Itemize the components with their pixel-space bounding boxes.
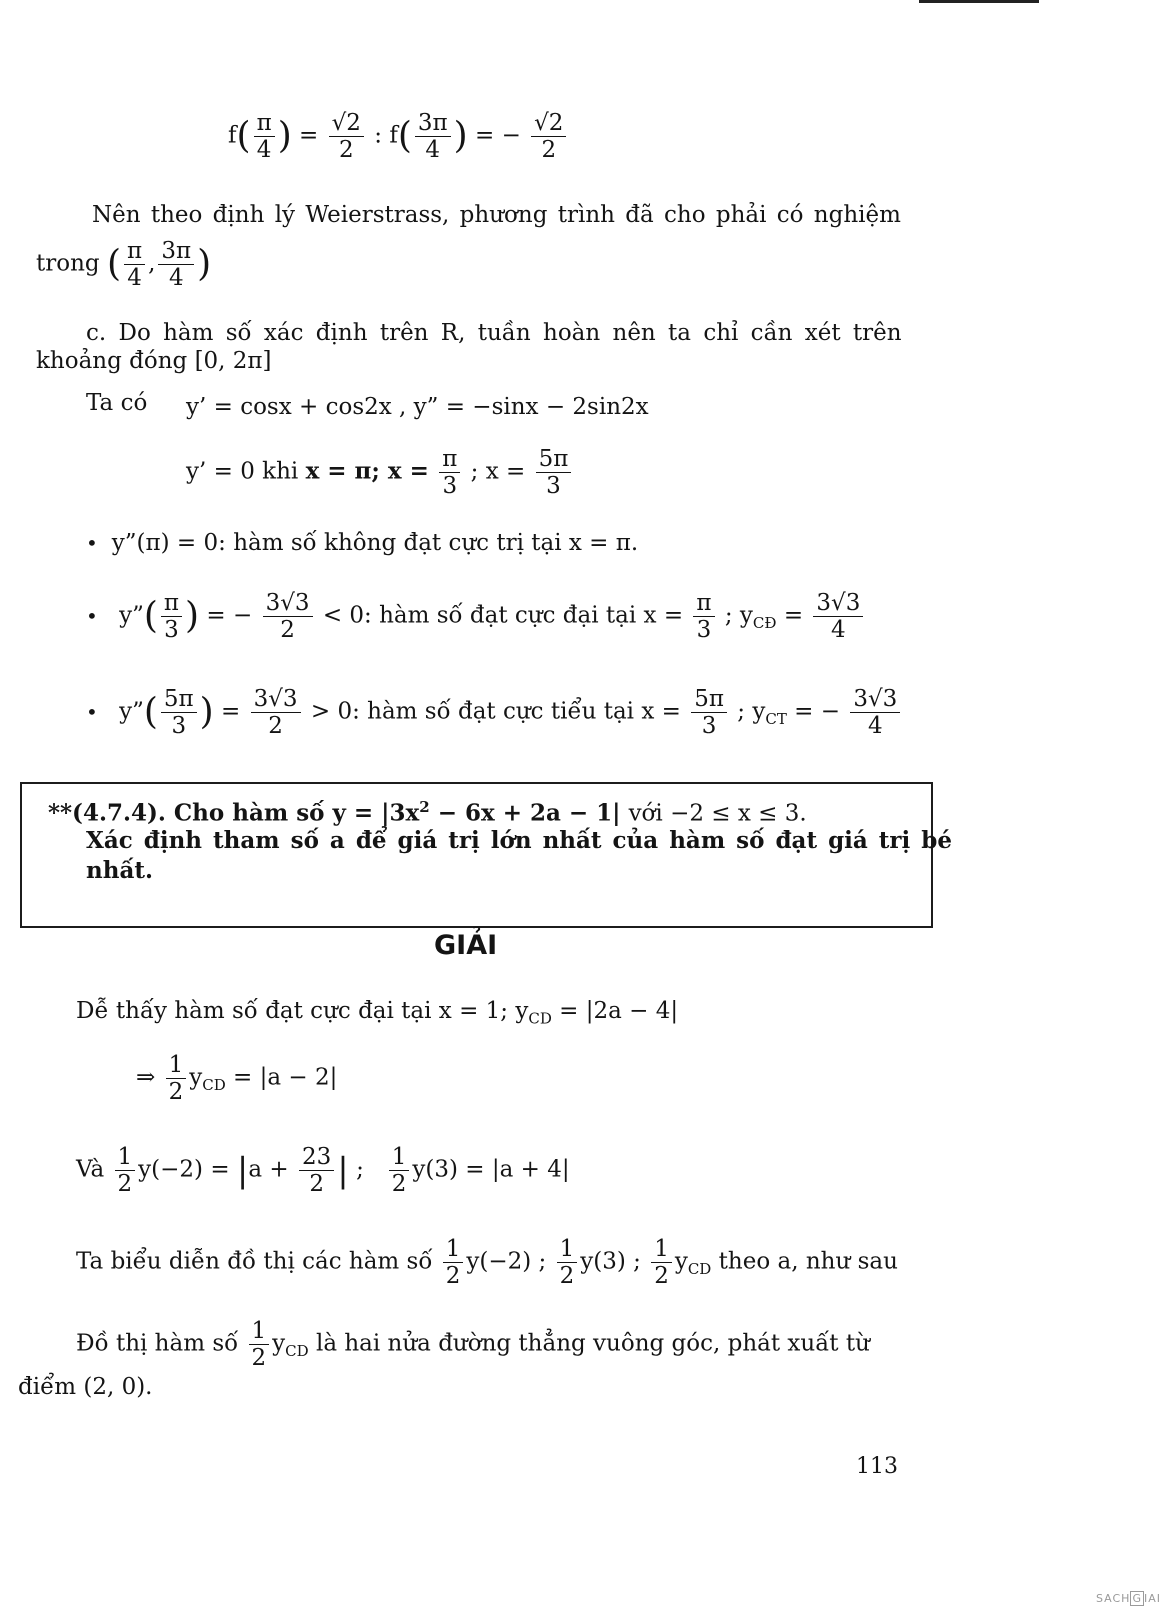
solution-line6: điểm (2, 0).: [18, 1374, 153, 1400]
derivative-expr: y’ = cosx + cos2x , y” = −sinx − 2sin2x: [186, 394, 649, 420]
paragraph-weierstrass: Nên theo định lý Weierstrass, phương trình đã cho phải có nghiệm: [92, 202, 901, 228]
paragraph-c-line1: c. Do hàm số xác định trên R, tuần hoàn nên ta chỉ cần xét trên: [86, 320, 902, 346]
solution-line5: Đồ thị hàm số $\frac{1}{2}$ $y_{CD}$ là hai nửa đường thẳng vuông góc, phát xuất từ: [76, 1318, 870, 1371]
bullet-3: • y”( $\frac{5\pi}{3}$ ) = $\frac{3√3}{2}$ > 0: hàm số đạt cực tiểu tại x = $\frac{5\pi}{3}$ ; $y_{CT}$ = − $\frac{3√3}{4}$: [86, 686, 903, 739]
problem-line2: Xác định tham số a để giá trị lớn nhất của hàm số đạt giá trị bé: [86, 827, 953, 854]
paragraph-c-line2: khoảng đóng [0, 2π]: [36, 348, 272, 374]
top-rule: [919, 0, 1039, 3]
page-number: 113: [856, 1454, 898, 1479]
critical-points: y’ = 0 khi x = π; x = $\frac{\pi}{3}$ ; x = $\frac{5\pi}{3}$: [186, 446, 574, 499]
formula-f-values: f( $\frac{\pi}{4}$ ) = $\frac{√2}{2}$ : f( $\frac{3\pi}{4}$ ) = − $\frac{√2}{2}$: [228, 110, 569, 163]
solution-heading: GIẢI: [434, 930, 498, 961]
solution-line2: ⇒ $\frac{1}{2}$ $y_{CD} = |a - 2|$: [136, 1052, 338, 1105]
problem-line1: **(4.7.4). Cho hàm số $y = |3x^2 - 6x + 2a - 1|$ với −2 ≤ x ≤ 3.: [48, 798, 807, 827]
interval-line: trong ( $\frac{\pi}{4}$ , $\frac{3\pi}{4}$ ): [36, 238, 212, 291]
problem-line3: nhất.: [86, 857, 153, 884]
watermark-logo: SACH G IAI: [1095, 1592, 1161, 1605]
solution-line1: Dễ thấy hàm số đạt cực đại tại x = 1; $y_{CD} = |2a - 4|$: [76, 998, 679, 1028]
bullet-2: • y”( $\frac{\pi}{3}$ ) = − $\frac{3√3}{2}$ < 0: hàm số đạt cực đại tại x = $\frac{\pi}{3}$ ; $y_{CĐ}$ = $\frac{3√3}{4}$: [86, 590, 866, 643]
solution-line3: Và $\frac{1}{2}$ y(−2) = |a + $\frac{23}{2}$ | ; $\frac{1}{2}$ y(3) = |a + 4|: [76, 1144, 570, 1197]
solution-line4: Ta biểu diễn đồ thị các hàm số $\frac{1}{2}$ y(−2) ; $\frac{1}{2}$ y(3) ; $\frac{1}{2}$ $y_{CD}$ theo a, như sau: [76, 1236, 898, 1289]
taco-label: Ta có: [86, 390, 148, 416]
bullet-1: • y”(π) = 0: hàm số không đạt cực trị tại x = π.: [86, 530, 639, 556]
